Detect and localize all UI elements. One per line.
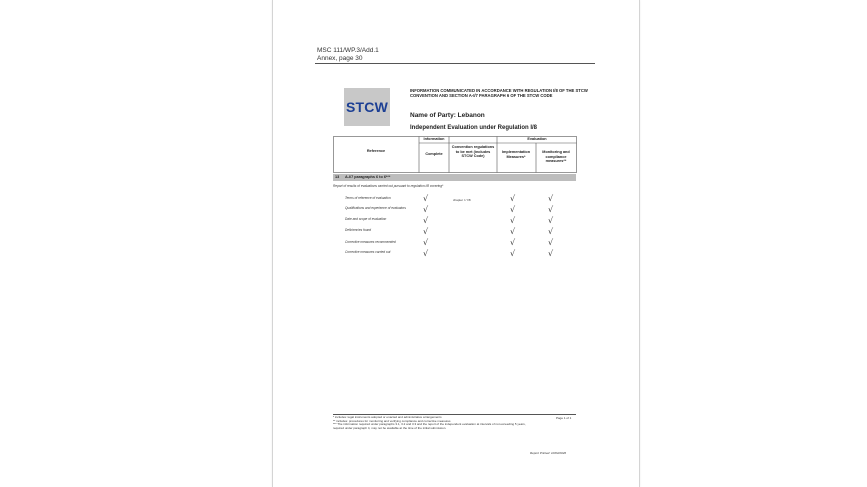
doc-symbol: MSC 111/WP.3/Add.1 xyxy=(317,47,379,54)
section-number: 13 xyxy=(335,175,340,179)
header-divider xyxy=(315,63,595,64)
footnote: ** includes: procedures for monitoring and verifying compliance and corrective measures xyxy=(333,418,451,423)
check-mark: √ xyxy=(510,194,516,203)
col-implementation: Implementation Measures* xyxy=(501,150,531,159)
check-mark: √ xyxy=(423,249,429,258)
row-label: Terms of reference of evaluation xyxy=(345,196,391,200)
evaluation-title: Independent Evaluation under Regulation I/8 xyxy=(410,125,538,131)
row-label: Qualifications and experience of evaluators xyxy=(345,206,406,210)
row-label: Corrective measures recommended xyxy=(345,240,396,244)
footnote: *** The information required under paragraphs 3.1, 3.2 and 3.3 and the report of the independent evaluation at intervals of not exceeding 5 years, required under paragraph 4, may not be available at the time of the initial submission. xyxy=(333,422,526,431)
footnotes xyxy=(333,416,533,431)
check-mark: √ xyxy=(423,227,429,236)
check-mark: √ xyxy=(510,249,516,258)
annex-page: Annex, page 30 xyxy=(317,55,363,62)
page-of: Page 1 of 1 xyxy=(556,416,572,420)
section-label: A-I/7 paragraphs 6 to 6*** xyxy=(345,175,391,179)
party-name: Name of Party: Lebanon xyxy=(410,112,485,119)
row-label: Deficiencies found xyxy=(345,228,372,232)
check-mark: √ xyxy=(548,194,554,203)
check-mark: √ xyxy=(510,216,516,225)
col-evaluation: Evaluation xyxy=(527,137,547,141)
logo-text: STCW xyxy=(345,99,388,115)
check-mark: √ xyxy=(423,205,429,214)
row-label: Date and scope of evaluation xyxy=(345,217,387,221)
check-mark: √ xyxy=(423,194,429,203)
check-mark: √ xyxy=(548,216,554,225)
check-mark: √ xyxy=(548,227,554,236)
report-label: Report of results of evaluations carried out pursuant to regulation I/8 covering* xyxy=(333,184,444,188)
check-mark: √ xyxy=(548,249,554,258)
document-page xyxy=(272,0,640,487)
printed-date: Report Printed: 10/04/2026 xyxy=(530,451,567,455)
check-mark: √ xyxy=(510,205,516,214)
check-mark: √ xyxy=(423,238,429,247)
check-mark: √ xyxy=(548,205,554,214)
col-reference: Reference xyxy=(366,149,386,153)
col-information: Information xyxy=(423,137,445,141)
col-monitoring: Monitoring and compliance measures** xyxy=(542,150,570,164)
check-mark: √ xyxy=(510,227,516,236)
check-mark: √ xyxy=(510,238,516,247)
col-complete: Complete xyxy=(425,152,443,156)
check-mark: √ xyxy=(423,216,429,225)
check-mark: √ xyxy=(548,238,554,247)
row-label: Corrective measures carried out xyxy=(345,250,391,254)
convention-ref: chapter I / I/8 xyxy=(453,198,471,202)
col-convention: Convention regulations to be met (includes STCW Code) xyxy=(451,145,495,159)
section-row xyxy=(333,174,576,181)
info-heading: INFORMATION COMMUNICATED IN ACCORDANCE WITH REGULATION I/8 OF THE STCW CONVENTION AND SECTION A-I/7 PARAGRAPH 6 OF THE STCW CODE xyxy=(410,88,588,98)
stcw-logo xyxy=(344,88,390,126)
footnote: * includes: legal instruments adopted or enacted and administrative arrangements xyxy=(333,415,442,419)
